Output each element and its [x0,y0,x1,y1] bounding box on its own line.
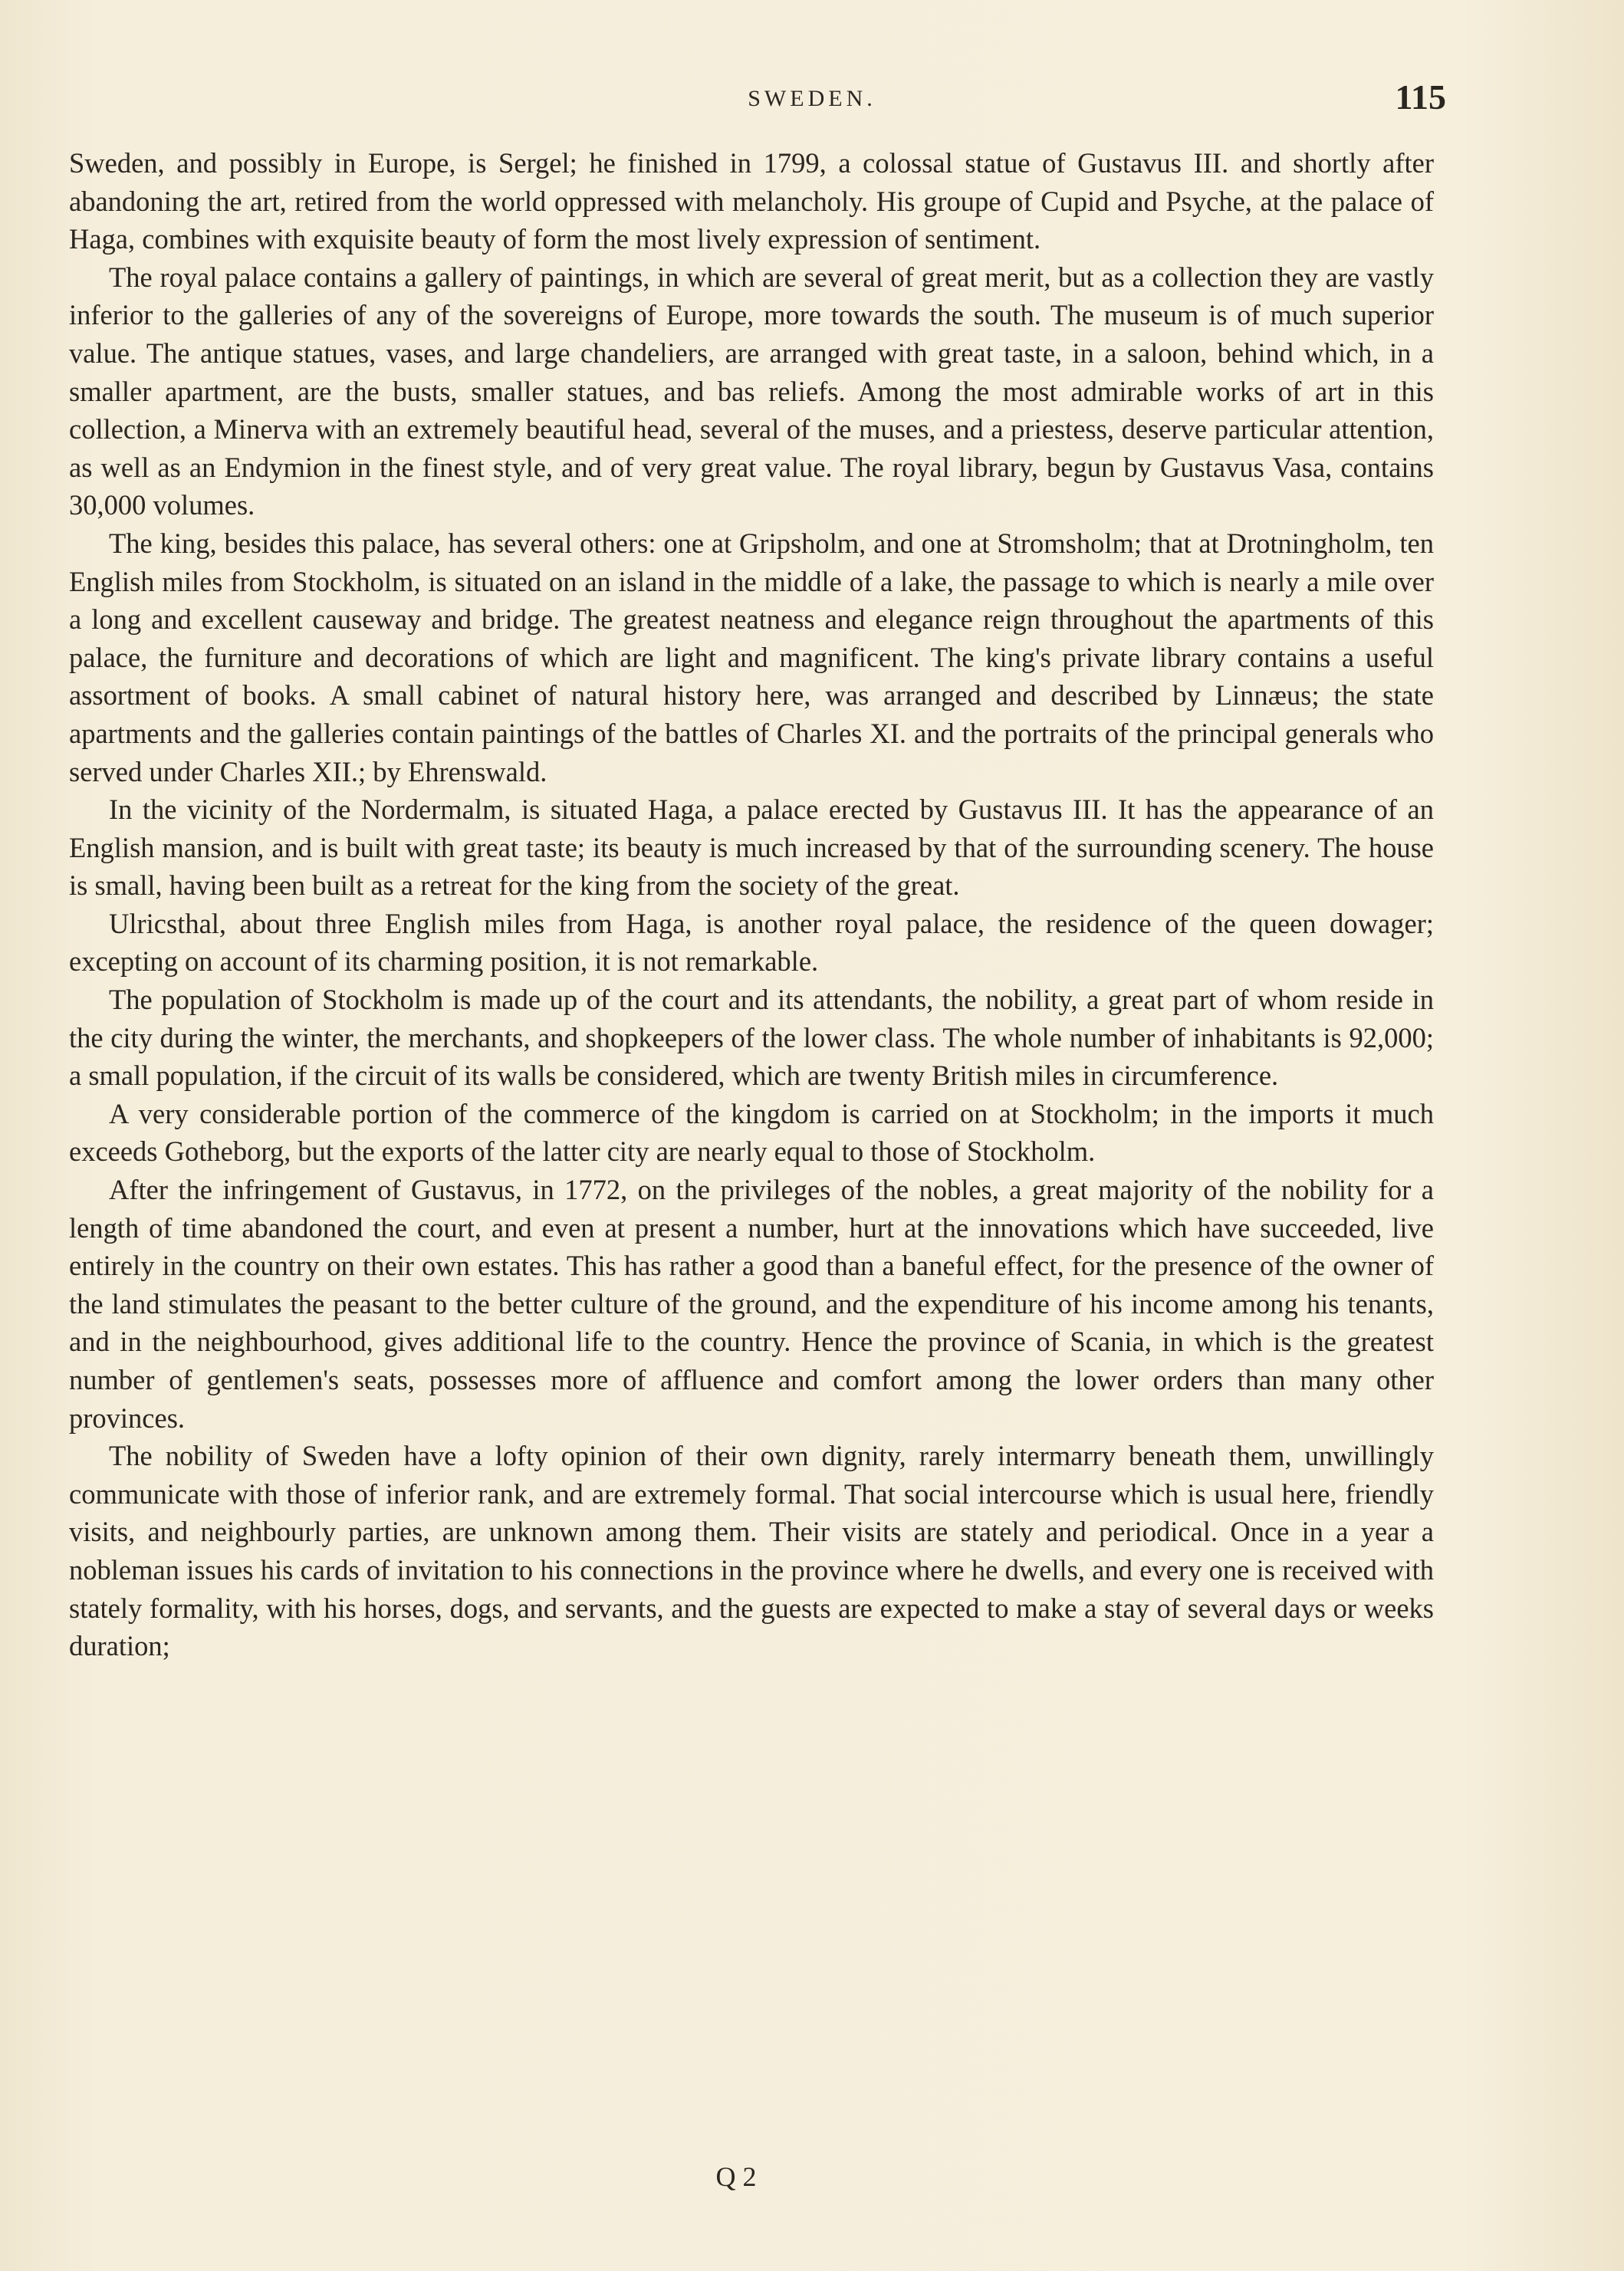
running-head [0,77,1624,123]
paragraph: A very considerable portion of the commerce of the kingdom is carried on at Stockholm; in the imports it much exceeds Gotheborg, but the exports of the latter city are nearly equal to those of Stockholm. [69,1097,1434,1168]
paragraph: Ulricsthal, about three English miles from Haga, is another royal palace, the residence of the queen dowager; excepting on account of its charming position, it is not remarkable. [69,907,1434,978]
paragraph: In the vicinity of the Nordermalm, is situated Haga, a palace erected by Gustavus III. It has the appearance of an English mansion, and is built with great taste; its beauty is much increased by that of the surrounding scenery. The house is small, having been built as a retreat for the king from the society of the great. [69,794,1434,902]
body-text [69,144,1434,1665]
running-title: SWEDEN. [748,86,876,111]
signature-mark: Q 2 [715,2161,757,2192]
paragraph: The population of Stockholm is made up of the court and its attendants, the nobility, a great part of whom reside in the city during the winter, the merchants, and shopkeepers of the lower class. The whole number of inhabitants is 92,000; a small population, if the circuit of its walls be considered, which are twenty British miles in circumference. [69,984,1434,1092]
paragraph: The king, besides this palace, has several others: one at Gripsholm, and one at Stromsholm; that at Drotningholm, ten English miles from Stockholm, is situated on an island in the middle of a lake, the passage to which is nearly a mile over a long and excellent causeway and bridge. The greatest neatness and elegance reign throughout the apartments of this palace, the furniture and decorations of which are light and magnificent. The king's private library contains a useful assortment of books. A small cabinet of natural history here, was arranged and described by Linnæus; the state apartments and the galleries contain paintings of the battles of Charles XI. and the portraits of the principal generals who served under Charles XII.; by Ehrenswald. [69,527,1434,787]
paragraph: After the infringement of Gustavus, in 1772, on the privileges of the nobles, a great majority of the nobility for a length of time abandoned the court, and even at present a number, hurt at the innovations which have succeeded, live entirely in the country on their own estates. This has rather a good than a baneful effect, for the presence of the owner of the land stimulates the peasant to the better culture of the ground, and the expenditure of his income among his tenants, and in the neighbourhood, gives additional life to the country. Hence the province of Scania, in which is the greatest number of gentlemen's seats, possesses more of affluence and comfort among the lower orders than many other provinces. [69,1174,1434,1434]
page-number: 115 [1395,77,1446,117]
paragraph: The nobility of Sweden have a lofty opinion of their own dignity, rarely intermarry beneath them, unwillingly communicate with those of inferior rank, and are extremely formal. That social intercourse which is usual here, friendly visits, and neighbourly parties, are unknown among them. Their visits are stately and periodical. Once in a year a nobleman issues his cards of invitation to his connections in the province where he dwells, and every one is received with stately formality, with his horses, dogs, and servants, and the guests are expected to make a stay of several days or weeks duration; [69,1440,1434,1662]
paragraph: The royal palace contains a gallery of paintings, in which are several of great merit, but as a collection they are vastly inferior to the galleries of any of the sovereigns of Europe, more towards the south. The museum is of much superior value. The antique statues, vases, and large chandeliers, are arranged with great taste, in a saloon, behind which, in a smaller apartment, are the busts, smaller statues, and bas reliefs. Among the most admirable works of art in this collection, a Minerva with an extremely beautiful head, several of the muses, and a priestess, deserve particular attention, as well as an Endymion in the finest style, and of very great value. The royal library, begun by Gustavus Vasa, contains 30,000 volumes. [69,261,1434,521]
paragraph: Sweden, and possibly in Europe, is Sergel; he finished in 1799, a colossal statue of Gustavus III. and shortly after abandoning the art, retired from the world oppressed with melancholy. His groupe of Cupid and Psyche, at the palace of Haga, combines with exquisite beauty of form the most lively expression of sentiment. [69,147,1434,255]
